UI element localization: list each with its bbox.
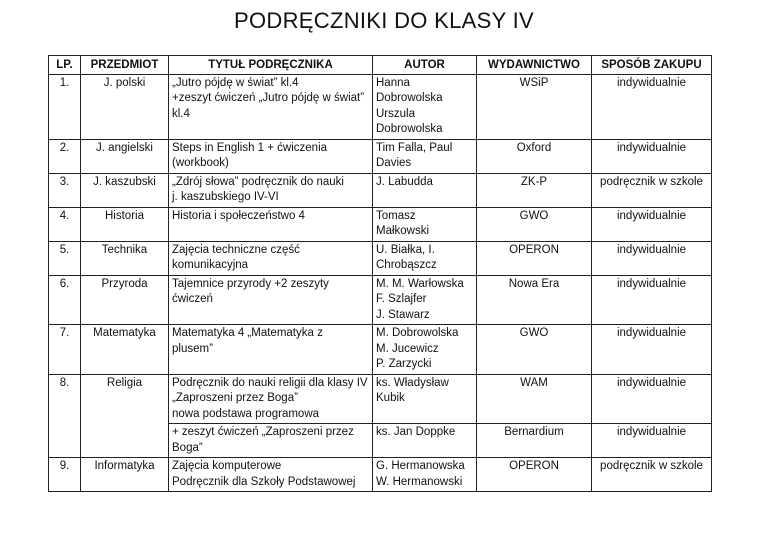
author-line: J. Stawarz	[376, 308, 430, 321]
author-line: Hanna	[376, 76, 410, 89]
author-line: Chrobąszcz	[376, 259, 437, 271]
cell-title	[169, 275, 373, 325]
page-title: PODRĘCZNIKI DO KLASY IV	[234, 8, 534, 33]
table-row	[49, 325, 712, 375]
cell-subject: Historia	[81, 207, 169, 241]
cell-lp: 1.	[49, 74, 81, 139]
cell-title	[169, 173, 373, 207]
cell-publisher: Oxford	[477, 139, 592, 173]
cell-lp: 5.	[49, 241, 81, 275]
title-line: Matematyka 4 „Matematyka z	[172, 327, 323, 339]
title-line: komunikacyjna	[172, 259, 249, 271]
cell-publisher: OPERON	[477, 458, 592, 492]
author-line: Dobrowolska	[376, 92, 443, 104]
header-title: TYTUŁ PODRĘCZNIKA	[169, 56, 373, 75]
cell-title	[169, 424, 373, 458]
author-line: F. Szlajfer	[376, 293, 427, 305]
cell-lp: 2.	[49, 139, 81, 173]
author-line: M. Dobrowolska	[376, 327, 459, 339]
author-line: J. Labudda	[376, 175, 433, 188]
cell-purchase: indywidualnie	[592, 424, 712, 458]
cell-subject: Matematyka	[81, 325, 169, 375]
cell-publisher: Nowa Era	[477, 275, 592, 325]
cell-purchase: indywidualnie	[592, 74, 712, 139]
cell-author	[373, 458, 477, 492]
title-line: Podręcznik dla Szkoły Podstawowej	[172, 475, 356, 488]
cell-lp: 7.	[49, 325, 81, 375]
author-line: M. M. Warłowska	[376, 277, 464, 290]
title-line: „Zaproszeni przez Boga”	[172, 392, 298, 404]
cell-subject: J. polski	[81, 74, 169, 139]
cell-title	[169, 241, 373, 275]
cell-title	[169, 74, 373, 139]
title-line: Historia i społeczeństwo 4	[172, 209, 305, 222]
cell-subject: Informatyka	[81, 458, 169, 492]
title-line: Tajemnice przyrody +2 zeszyty	[172, 277, 329, 290]
title-line: Zajęcia techniczne część	[172, 243, 300, 256]
table-row	[49, 207, 712, 241]
title-line: Podręcznik do nauki religii dla klasy IV	[172, 376, 368, 389]
title-line: Steps in English 1 + ćwiczenia	[172, 141, 328, 154]
cell-author	[373, 374, 477, 424]
cell-subject: J. kaszubski	[81, 173, 169, 207]
author-line: Dobrowolska	[376, 123, 443, 135]
title-line: (workbook)	[172, 157, 229, 169]
cell-lp: 9.	[49, 458, 81, 492]
table-row	[49, 139, 712, 173]
header-lp: LP.	[49, 56, 81, 75]
author-line: G. Hermanowska	[376, 460, 465, 472]
cell-subject: Przyroda	[81, 275, 169, 325]
cell-purchase: indywidualnie	[592, 325, 712, 375]
table-header-row	[49, 56, 712, 75]
cell-purchase: indywidualnie	[592, 275, 712, 325]
author-line: Małkowski	[376, 225, 430, 237]
title-line: Zajęcia komputerowe	[172, 460, 282, 472]
table-row	[49, 275, 712, 325]
cell-author	[373, 139, 477, 173]
header-publisher: WYDAWNICTWO	[477, 56, 592, 75]
cell-purchase: indywidualnie	[592, 207, 712, 241]
cell-author	[373, 275, 477, 325]
title-line: + zeszyt ćwiczeń „Zaproszeni przez	[172, 426, 354, 438]
cell-publisher: WSiP	[477, 74, 592, 139]
cell-lp: 3.	[49, 173, 81, 207]
title-line: +zeszyt ćwiczeń „Jutro pójdę w świat”	[172, 92, 365, 104]
cell-title	[169, 207, 373, 241]
header-subject: PRZEDMIOT	[81, 56, 169, 75]
cell-subject: Technika	[81, 241, 169, 275]
cell-lp: 8.	[49, 374, 81, 458]
table-row	[49, 173, 712, 207]
table-row	[49, 74, 712, 139]
title-line: „Zdrój słowa” podręcznik do nauki	[172, 175, 344, 188]
title-line: „Jutro pójdę w świat” kl.4	[172, 76, 299, 89]
cell-purchase: indywidualnie	[592, 374, 712, 424]
author-line: M. Jucewicz	[376, 342, 439, 355]
cell-lp: 4.	[49, 207, 81, 241]
author-line: Tim Falla, Paul	[376, 141, 453, 154]
author-line: ks. Jan Doppke	[376, 426, 456, 438]
title-line: nowa podstawa programowa	[172, 407, 320, 420]
cell-purchase: podręcznik w szkole	[592, 173, 712, 207]
cell-title	[169, 325, 373, 375]
header-author: AUTOR	[373, 56, 477, 75]
cell-author	[373, 325, 477, 375]
title-line: j. kaszubskiego IV-VI	[172, 191, 279, 203]
cell-publisher: OPERON	[477, 241, 592, 275]
cell-publisher: WAM	[477, 374, 592, 424]
cell-title	[169, 139, 373, 173]
cell-publisher: GWO	[477, 207, 592, 241]
author-line: Urszula	[376, 107, 415, 120]
author-line: Tomasz	[376, 209, 416, 222]
cell-publisher: ZK-P	[477, 173, 592, 207]
author-line: P. Zarzycki	[376, 358, 432, 370]
cell-purchase: podręcznik w szkole	[592, 458, 712, 492]
author-line: Kubik	[376, 392, 405, 404]
cell-publisher: Bernardium	[477, 424, 592, 458]
cell-author	[373, 207, 477, 241]
textbook-table	[48, 55, 712, 492]
title-line: kl.4	[172, 107, 190, 120]
table-row	[49, 241, 712, 275]
author-line: W. Hermanowski	[376, 475, 463, 488]
table-row	[49, 374, 712, 424]
cell-subject: J. angielski	[81, 139, 169, 173]
title-line: ćwiczeń	[172, 293, 213, 305]
cell-author	[373, 74, 477, 139]
cell-purchase: indywidualnie	[592, 139, 712, 173]
cell-publisher: GWO	[477, 325, 592, 375]
cell-title	[169, 458, 373, 492]
cell-subject: Religia	[81, 374, 169, 458]
cell-author	[373, 173, 477, 207]
cell-purchase: indywidualnie	[592, 241, 712, 275]
table-row	[49, 458, 712, 492]
title-line: Boga”	[172, 441, 203, 454]
author-line: Davies	[376, 157, 412, 169]
cell-lp: 6.	[49, 275, 81, 325]
author-line: U. Białka, I.	[376, 243, 435, 256]
author-line: ks. Władysław	[376, 376, 449, 389]
cell-title	[169, 374, 373, 424]
cell-author	[373, 241, 477, 275]
cell-author	[373, 424, 477, 458]
title-line: plusem”	[172, 342, 213, 355]
header-purchase: SPOSÓB ZAKUPU	[592, 56, 712, 75]
